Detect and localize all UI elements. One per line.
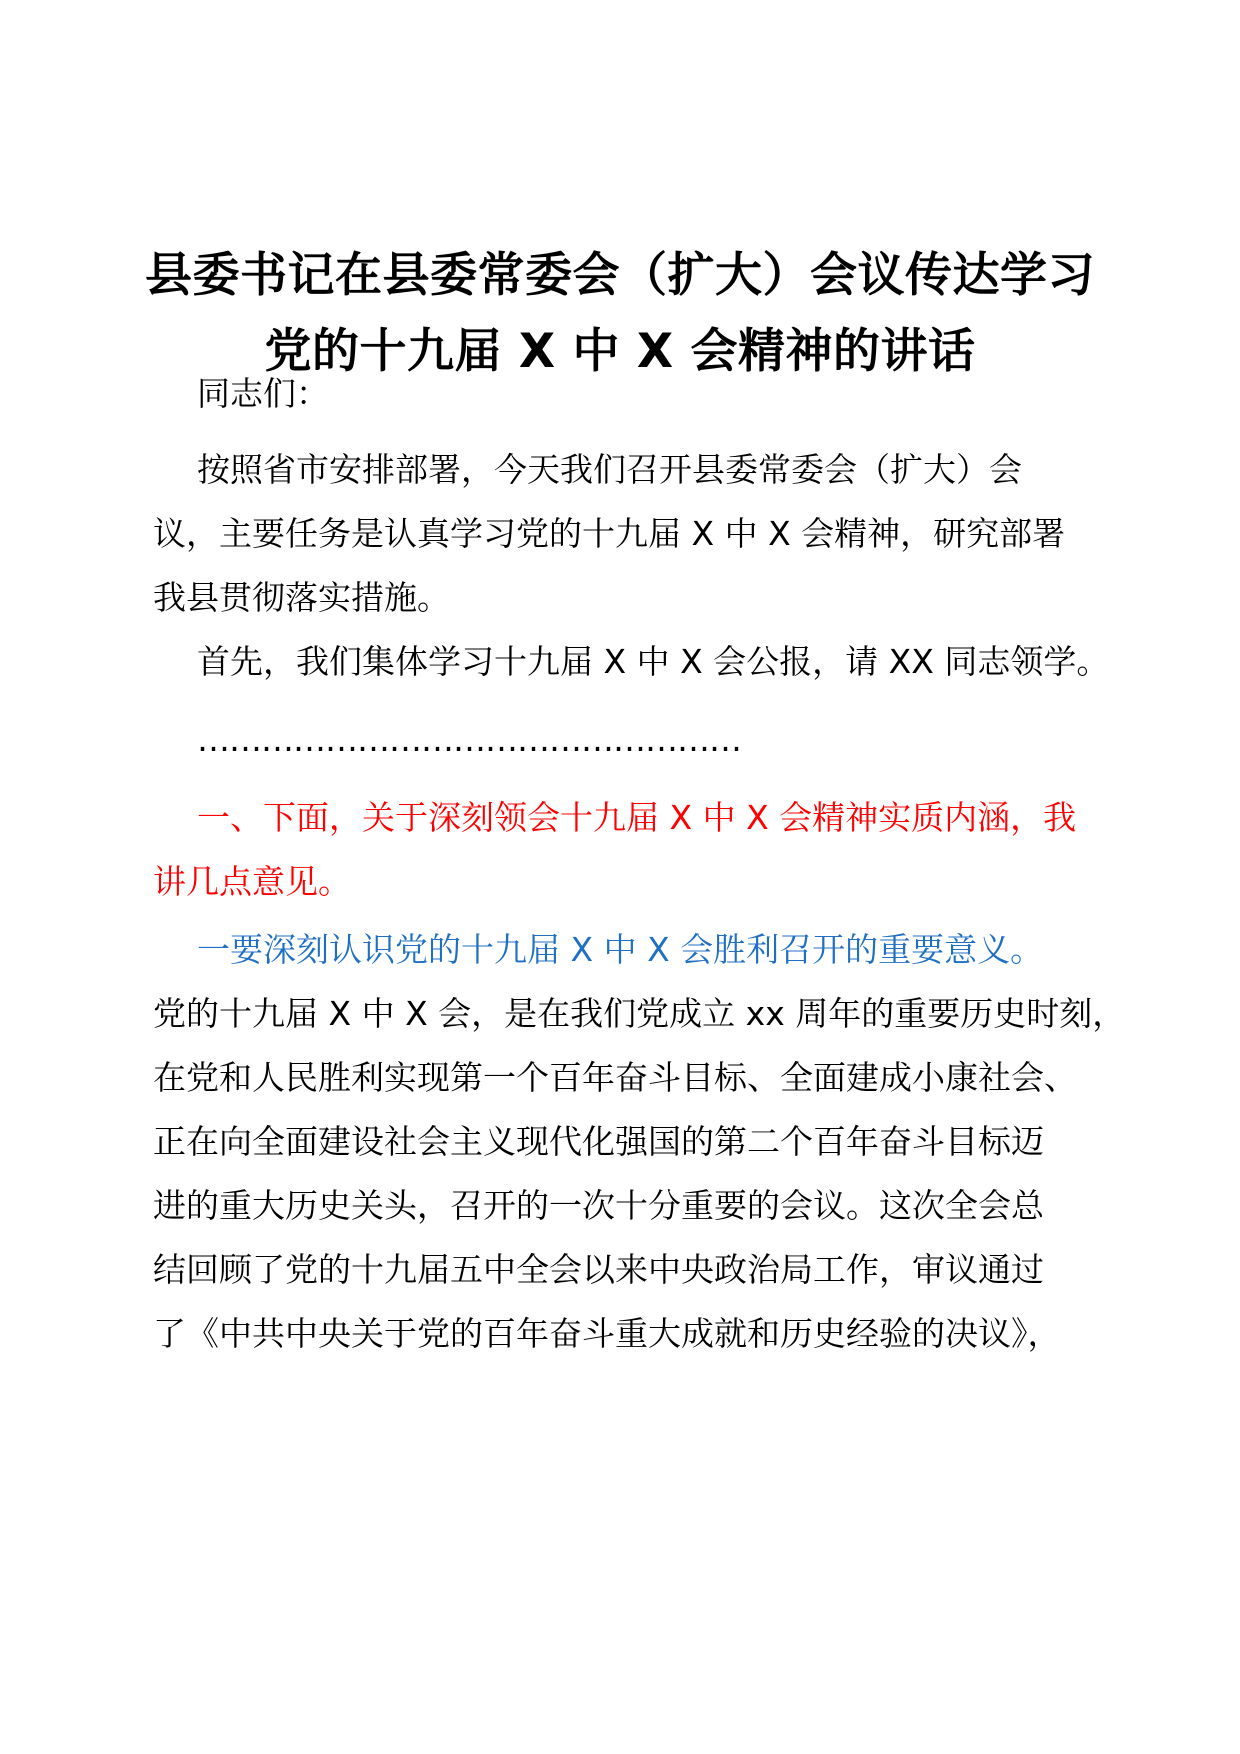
paragraph-3-lead: 一要深刻认识党的十九届 X 中 X 会胜利召开的重要意义。: [197, 930, 1044, 969]
section-heading-1-line-1: 一、下面，关于深刻领会十九届 X 中 X 会精神实质内涵，我: [197, 798, 1077, 837]
paragraph-1-line-2: 议，主要任务是认真学习党的十九届 X 中 X 会精神，研究部署: [153, 514, 1066, 553]
title-line-2: 党的十九届 X 中 X 会精神的讲话: [264, 324, 976, 379]
paragraph-1: [153, 438, 1113, 630]
paragraph-3-line-2: 党的十九届 X 中 X 会，是在我们党成立 xx 周年的重要历史时刻，: [153, 994, 1126, 1033]
paragraph-2: 首先，我们集体学习十九届 X 中 X 会公报，请 XX 同志领学。: [197, 642, 1110, 681]
paragraph-3-line-7: 了《中共中央关于党的百年奋斗重大成就和历史经验的决议》，: [153, 1314, 1061, 1353]
paragraph-3-line-6: 结回顾了党的十九届五中全会以来中央政治局工作，审议通过: [153, 1250, 1044, 1289]
title-line-1: 县委书记在县委常委会（扩大）会议传达学习: [145, 248, 1095, 303]
ellipsis-separator: ……………………………………………: [197, 720, 741, 759]
paragraph-3: [153, 918, 1126, 1366]
salutation: 同志们：: [197, 374, 329, 413]
section-heading-1-line-2: 讲几点意见。: [153, 862, 351, 901]
section-heading-1: [153, 786, 1113, 914]
paragraph-1-line-1: 按照省市安排部署，今天我们召开县委常委会（扩大）会: [197, 450, 1022, 489]
paragraph-3-line-4: 正在向全面建设社会主义现代化强国的第二个百年奋斗目标迈: [153, 1122, 1044, 1161]
paragraph-3-line-5: 进的重大历史关头，召开的一次十分重要的会议。这次全会总: [153, 1186, 1044, 1225]
paragraph-3-line-3: 在党和人民胜利实现第一个百年奋斗目标、全面建成小康社会、: [153, 1058, 1077, 1097]
paragraph-1-line-3: 我县贯彻落实措施。: [153, 578, 450, 617]
